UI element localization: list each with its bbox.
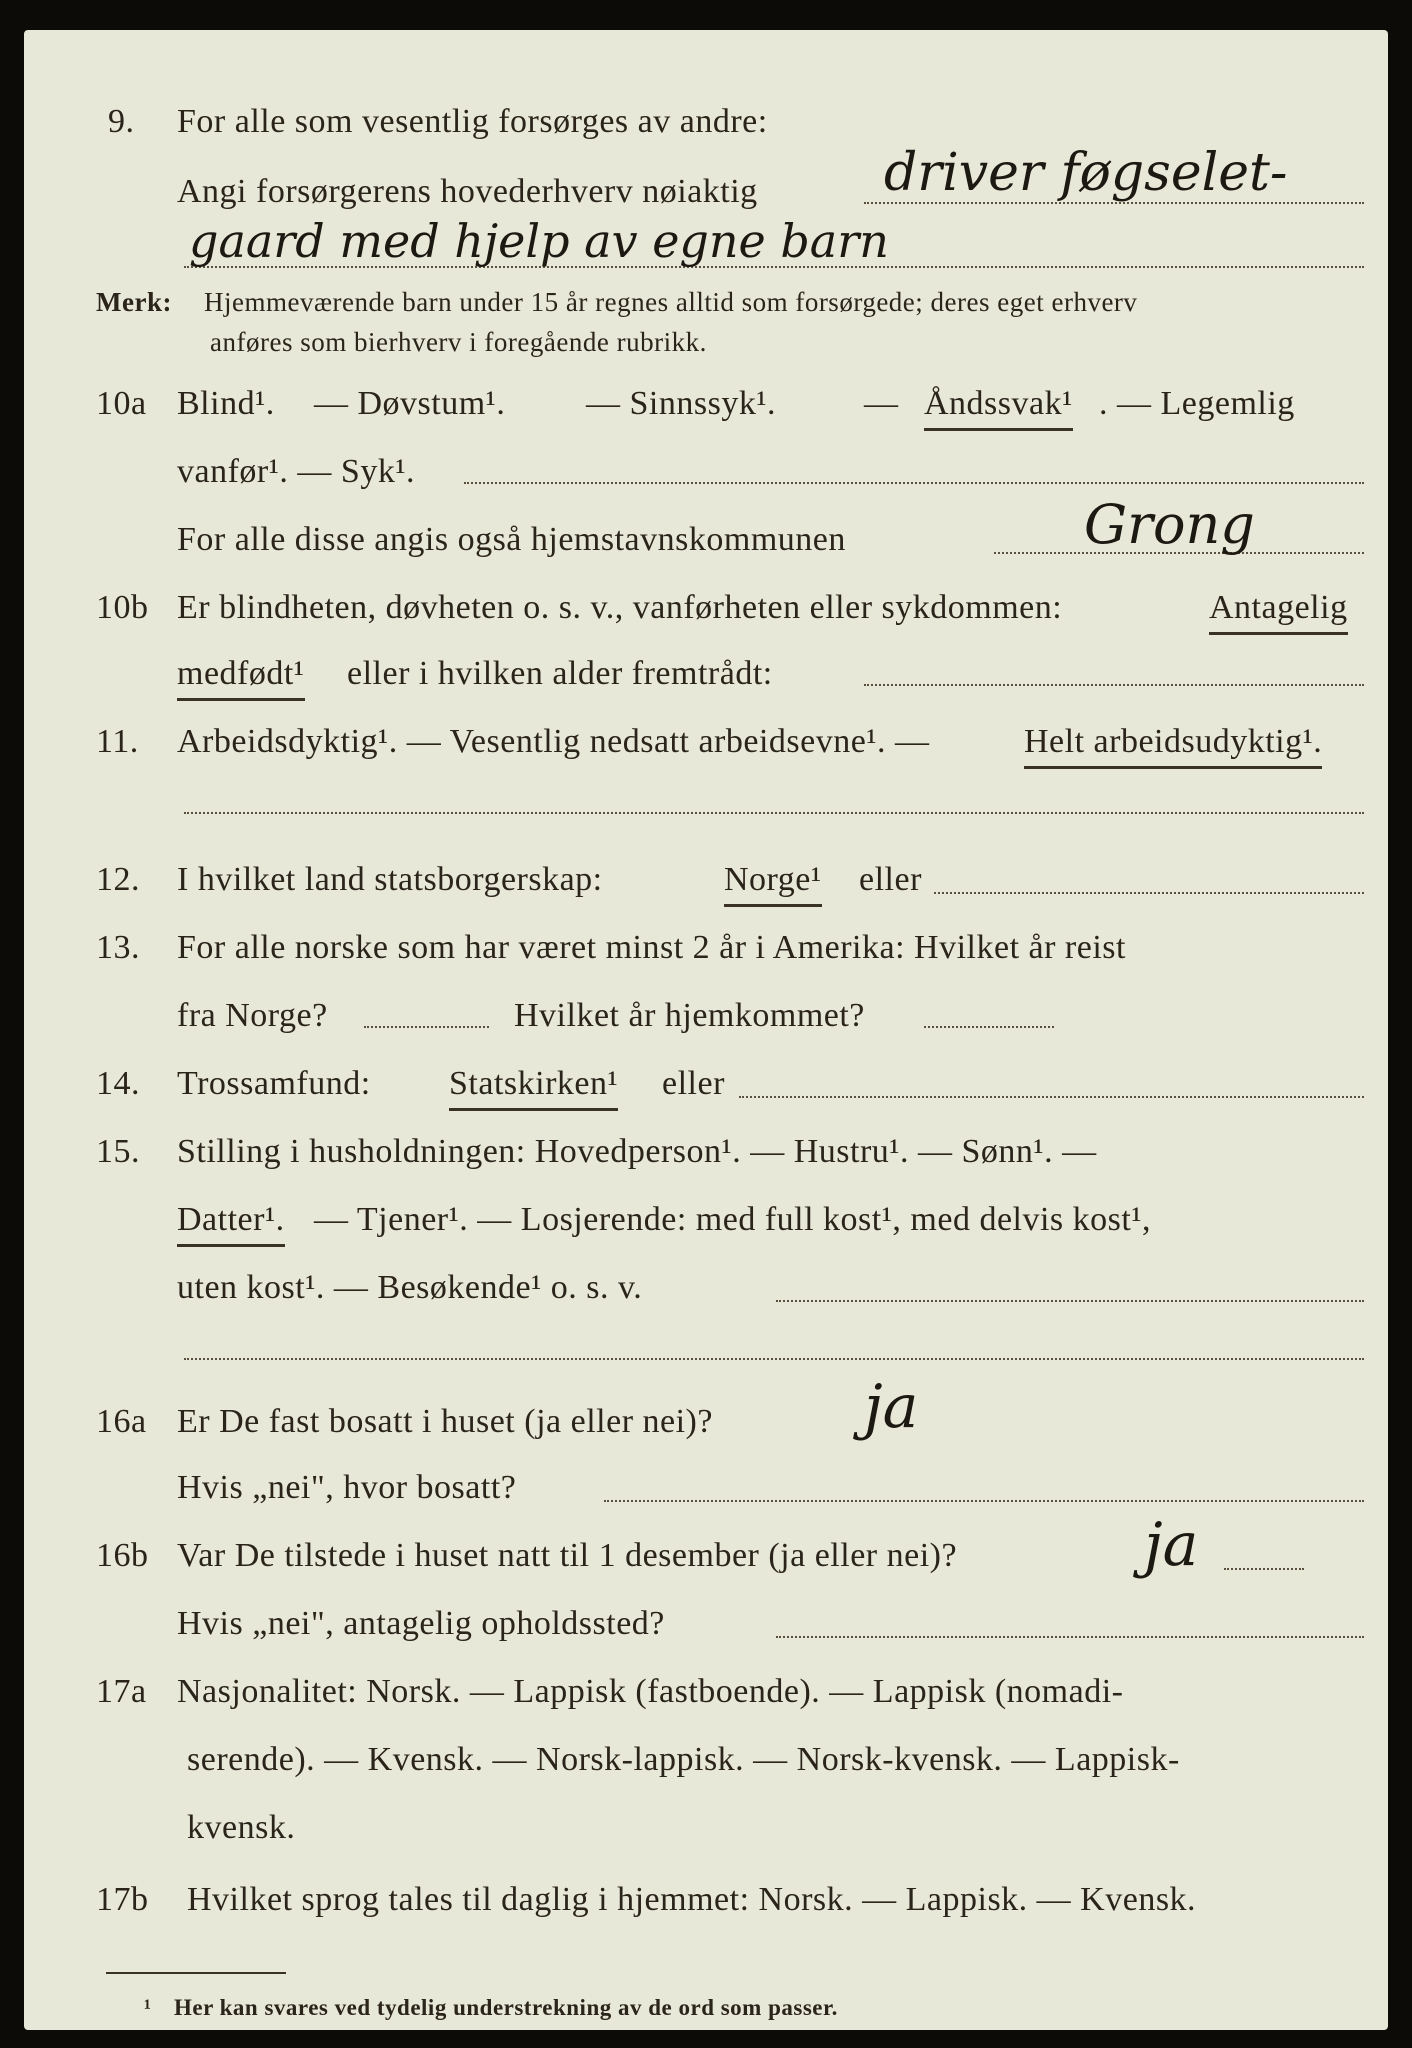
q12-answer-line xyxy=(934,892,1364,894)
q16a-line2: Hvis „nei", hvor bosatt? xyxy=(177,1469,517,1506)
footnote-text: Her kan svares ved tydelig understrekning av de ord som passer. xyxy=(174,1995,838,2020)
q10a-dash: — xyxy=(864,385,899,422)
q14-statskirken: Statskirken¹ xyxy=(449,1062,618,1111)
q13-number: 13. xyxy=(96,929,140,966)
q13-line2b: Hvilket år hjemkommet? xyxy=(514,997,865,1034)
q15-line3: uten kost¹. — Besøkende¹ o. s. v. xyxy=(177,1269,643,1306)
q16b-answer[interactable]: ja xyxy=(1144,1510,1199,1580)
merk-line2: anføres som bierhverv i foregående rubrikk. xyxy=(210,327,707,357)
q10b-answer-line xyxy=(864,684,1364,686)
q13-line2a: fra Norge? xyxy=(177,997,328,1034)
q9-number: 9. xyxy=(108,103,135,140)
q10a-andssvak: Åndssvak¹ xyxy=(924,382,1073,431)
q10a-line2: vanfør¹. — Syk¹. xyxy=(177,453,416,490)
q13-reist-line xyxy=(364,1026,489,1028)
q10a-sinnssyk: — Sinnssyk¹. xyxy=(586,385,777,422)
q12-norge: Norge¹ xyxy=(724,858,822,907)
q10b-line1: Er blindheten, døvheten o. s. v., vanførheten eller sykdommen: xyxy=(177,589,1063,626)
q11-line1: Arbeidsdyktig¹. — Vesentlig nedsatt arbeidsevne¹. — xyxy=(177,723,930,760)
census-form-page xyxy=(24,30,1388,2030)
q9-line1: For alle som vesentlig forsørges av andre: xyxy=(177,103,768,140)
q16b-number: 16b xyxy=(96,1537,149,1574)
q10a-line3: For alle disse angis også hjemstavnskommunen xyxy=(177,521,846,558)
q14-number: 14. xyxy=(96,1065,140,1102)
q12-number: 12. xyxy=(96,861,140,898)
q13-hjem-line xyxy=(924,1026,1054,1028)
q15-line2: — Tjener¹. — Losjerende: med full kost¹, med delvis kost¹, xyxy=(314,1201,1152,1238)
q17a-line1: Nasjonalitet: Norsk. — Lappisk (fastboende). — Lappisk (nomadi- xyxy=(177,1673,1124,1710)
footnote-mark: ¹ xyxy=(144,1995,152,2020)
q10a-syk-line xyxy=(464,482,1364,484)
merk-label: Merk: xyxy=(96,287,172,317)
q11-answer-line xyxy=(184,812,1364,814)
q14-label: Trossamfund: xyxy=(177,1065,371,1102)
q17a-line2: serende). — Kvensk. — Norsk-lappisk. — Norsk-kvensk. — Lappisk- xyxy=(187,1741,1180,1778)
q11-number: 11. xyxy=(96,723,139,760)
q16b-line1: Var De tilstede i huset natt til 1 desember (ja eller nei)? xyxy=(177,1537,958,1574)
q17b-number: 17b xyxy=(96,1881,149,1918)
q10a-blind: Blind¹. xyxy=(177,385,275,422)
q10a-number: 10a xyxy=(96,385,147,422)
q9-line2: Angi forsørgerens hovederhverv nøiaktig xyxy=(177,173,758,210)
q10b-antagelig: Antagelig xyxy=(1209,586,1348,635)
q10b-medfodt: medfødt¹ xyxy=(177,652,305,701)
q16a-answer-line xyxy=(604,1500,1364,1502)
q9-answer2[interactable]: gaard med hjelp av egne barn xyxy=(189,214,889,268)
merk-line1: Hjemmeværende barn under 15 år regnes alltid som forsørgede; deres eget erhverv xyxy=(204,287,1138,317)
q16a-answer[interactable]: ja xyxy=(864,1372,919,1442)
q10a-rest: . — Legemlig xyxy=(1099,385,1295,422)
q17b-line1: Hvilket sprog tales til daglig i hjemmet: Norsk. — Lappisk. — Kvensk. xyxy=(187,1881,1197,1918)
q16a-line1: Er De fast bosatt i huset (ja eller nei)? xyxy=(177,1403,713,1440)
q14-answer-line xyxy=(739,1096,1364,1098)
q12-eller: eller xyxy=(859,861,922,898)
q12-line1: I hvilket land statsborgerskap: xyxy=(177,861,603,898)
q17a-line3: kvensk. xyxy=(187,1809,296,1846)
q13-line1: For alle norske som har været minst 2 år i Amerika: Hvilket år reist xyxy=(177,929,1126,966)
q15-extra-line xyxy=(184,1358,1364,1360)
q16b-answer-line xyxy=(1224,1568,1304,1570)
footnote-rule xyxy=(106,1972,286,1974)
q14-eller: eller xyxy=(662,1065,725,1102)
q9-answer1[interactable]: driver føgselet- xyxy=(884,143,1288,203)
q15-number: 15. xyxy=(96,1133,140,1170)
q10b-line2: eller i hvilken alder fremtrådt: xyxy=(347,655,773,692)
q15-datter: Datter¹. xyxy=(177,1198,285,1247)
q16b-opholdssted-line xyxy=(776,1636,1364,1638)
q10a-dovstum: — Døvstum¹. xyxy=(314,385,506,422)
q10b-number: 10b xyxy=(96,589,149,626)
q11-helt: Helt arbeidsudyktig¹. xyxy=(1024,720,1322,769)
q16a-number: 16a xyxy=(96,1403,147,1440)
q17a-number: 17a xyxy=(96,1673,147,1710)
q10a-answer[interactable]: Grong xyxy=(1084,493,1255,556)
q15-line1: Stilling i husholdningen: Hovedperson¹. — Hustru¹. — Sønn¹. — xyxy=(177,1133,1097,1170)
q15-answer-line xyxy=(776,1300,1364,1302)
q16b-line2: Hvis „nei", antagelig opholdssted? xyxy=(177,1605,665,1642)
